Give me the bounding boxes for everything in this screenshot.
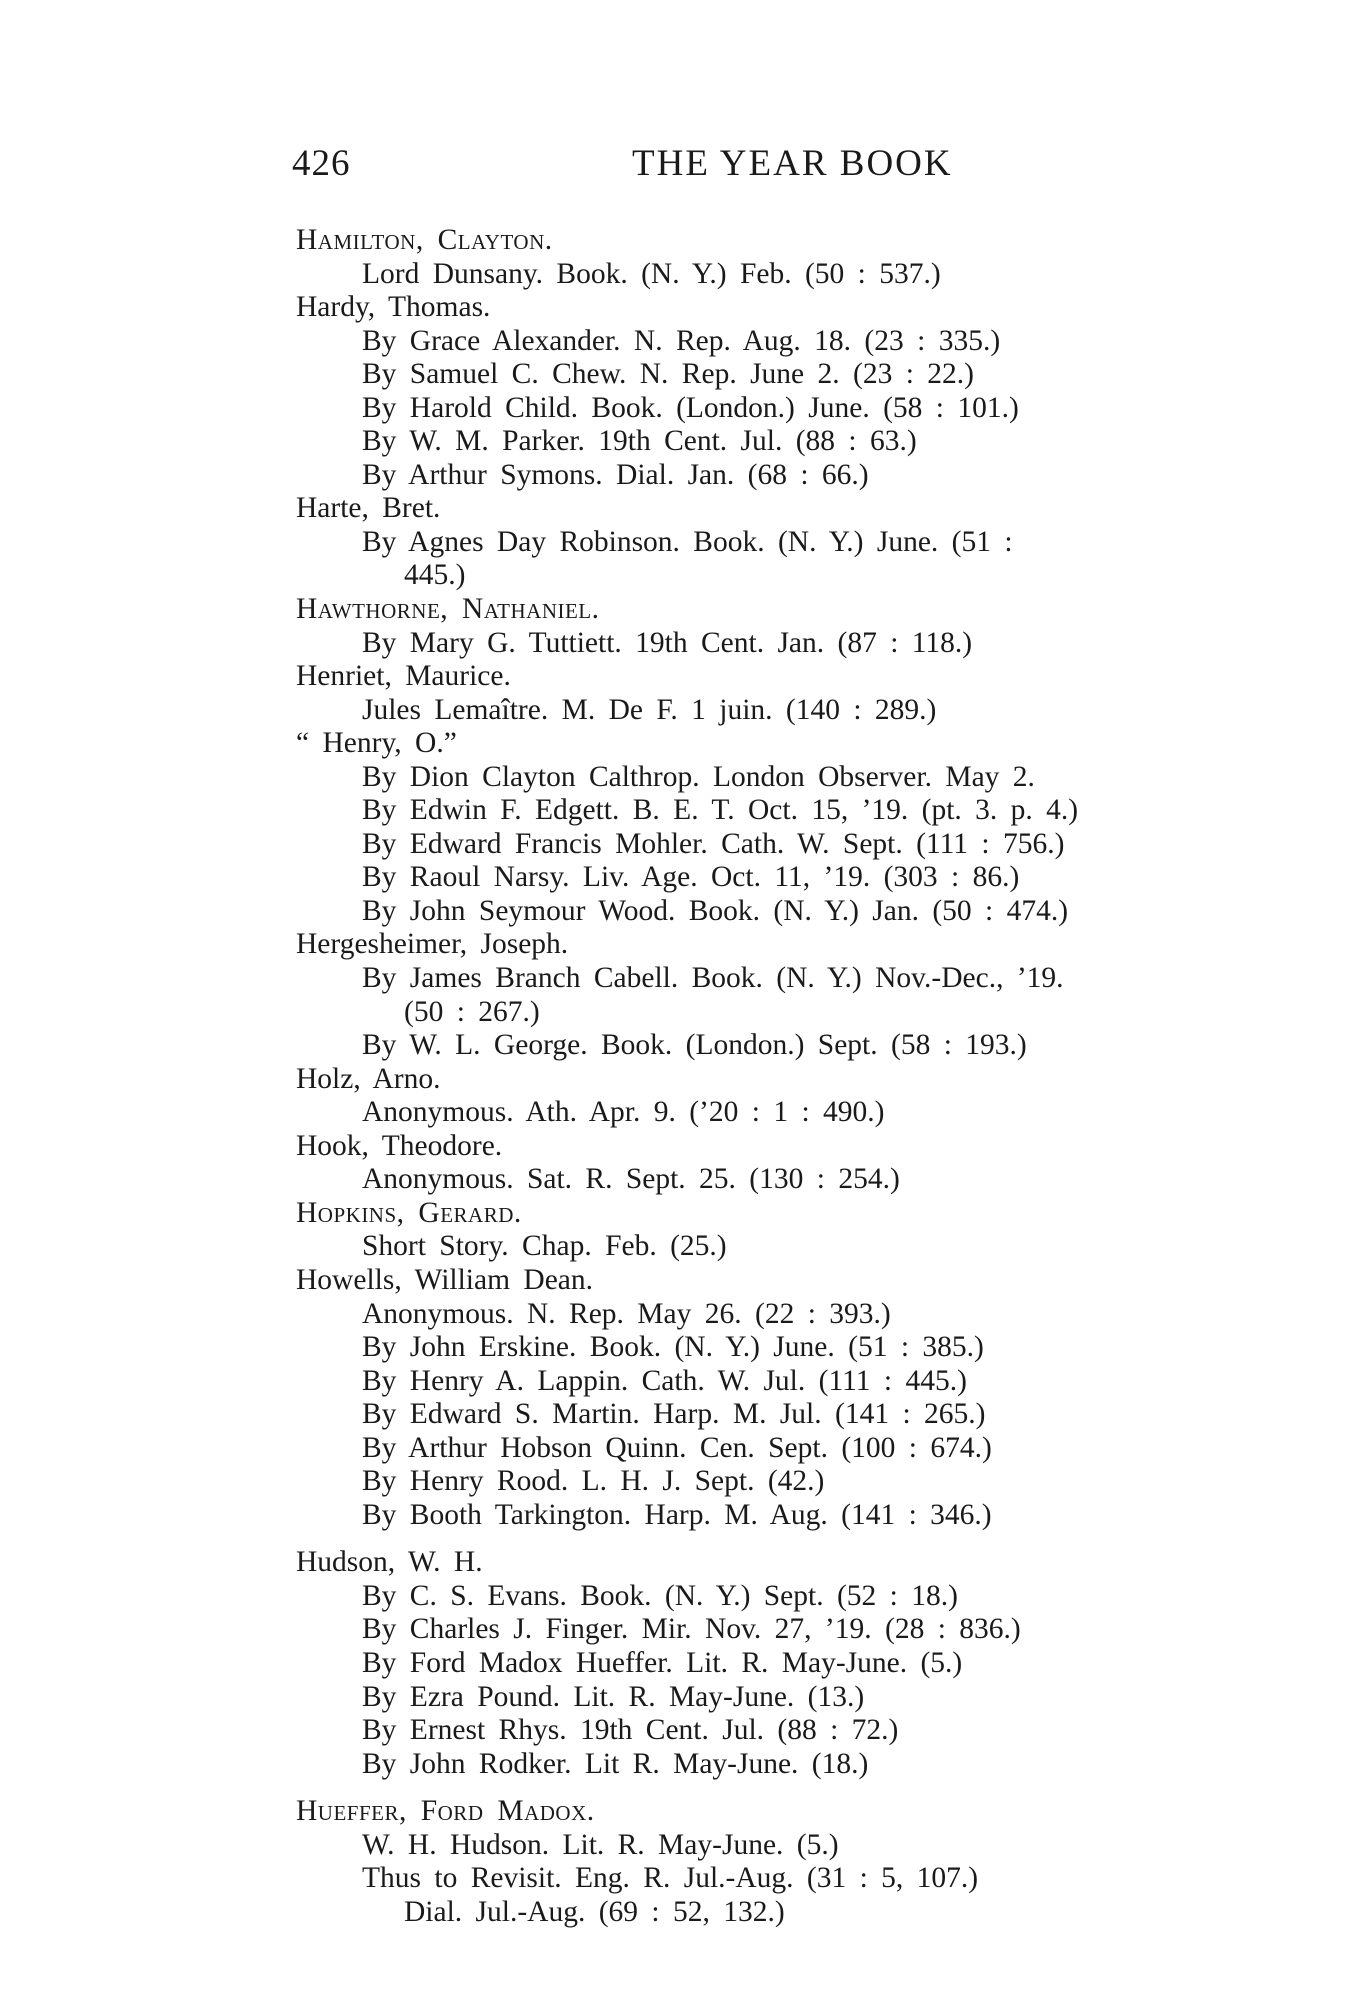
- page-header: [292, 142, 1092, 192]
- entry-subject: Howells, William Dean.: [296, 1263, 594, 1296]
- entry-subject: Hueffer, Ford Madox.: [296, 1795, 595, 1828]
- entry-reference: By Edward Francis Mohler. Cath. W. Sept. (111 : 756.): [362, 827, 1065, 860]
- entry-subject: Holz, Arno.: [296, 1062, 441, 1095]
- entry-reference: Short Story. Chap. Feb. (25.): [362, 1230, 727, 1263]
- entry-subject: Hudson, W. H.: [296, 1546, 483, 1579]
- entry-hergesheimer-joseph: [296, 928, 1346, 1062]
- entry-reference: By John Rodker. Lit R. May-June. (18.): [362, 1747, 869, 1780]
- entry-subject: Hergesheimer, Joseph.: [296, 928, 569, 961]
- entry-subject: Hawthorne, Nathaniel.: [296, 593, 600, 626]
- entry-reference: By Ezra Pound. Lit. R. May-June. (13.): [362, 1680, 865, 1713]
- entry-hueffer-ford-madox: [296, 1795, 1346, 1929]
- entry-subject: Hook, Theodore.: [296, 1129, 503, 1162]
- entry-reference: By Samuel C. Chew. N. Rep. June 2. (23 : 22.): [362, 358, 974, 391]
- entry-reference: By Arthur Symons. Dial. Jan. (68 : 66.): [362, 458, 869, 491]
- entry-reference: By Edward S. Martin. Harp. M. Jul. (141 : 265.): [362, 1398, 986, 1431]
- entry-reference: W. H. Hudson. Lit. R. May-June. (5.): [362, 1828, 839, 1861]
- entry-reference: By Dion Clayton Calthrop. London Observer. May 2.: [362, 760, 1035, 793]
- entry-subject: Harte, Bret.: [296, 492, 441, 525]
- entry-reference: Anonymous. Sat. R. Sept. 25. (130 : 254.): [362, 1163, 900, 1196]
- entry-reference: By C. S. Evans. Book. (N. Y.) Sept. (52 : 18.): [362, 1579, 958, 1612]
- entry-reference: By Ernest Rhys. 19th Cent. Jul. (88 : 72.): [362, 1714, 899, 1747]
- entry-reference: By Grace Alexander. N. Rep. Aug. 18. (23 : 335.): [362, 324, 1001, 357]
- entry-henriet-maurice: [296, 660, 1346, 727]
- entry-reference: By Henry Rood. L. H. J. Sept. (42.): [362, 1465, 825, 1498]
- entry-reference: Lord Dunsany. Book. (N. Y.) Feb. (50 : 537.): [362, 257, 941, 290]
- entry-reference-continuation: (50 : 267.): [404, 995, 540, 1028]
- entry-reference: By Booth Tarkington. Harp. M. Aug. (141 : 346.): [362, 1498, 992, 1531]
- entry-reference-continuation: 445.): [404, 559, 466, 592]
- page-number: 426: [292, 143, 351, 184]
- entry-reference: Anonymous. Ath. Apr. 9. (’20 : 1 : 490.): [362, 1096, 885, 1129]
- entry-hardy-thomas: [296, 291, 1346, 492]
- entry-reference: Anonymous. N. Rep. May 26. (22 : 393.): [362, 1297, 891, 1330]
- entry-reference: By Henry A. Lappin. Cath. W. Jul. (111 : 445.): [362, 1364, 967, 1397]
- entry-reference: Thus to Revisit. Eng. R. Jul.-Aug. (31 : 5, 107.): [362, 1862, 979, 1895]
- entry-hudson-w-h: [296, 1546, 1346, 1781]
- entry-subject: “ Henry, O.”: [296, 727, 457, 760]
- entry-reference: By Charles J. Finger. Mir. Nov. 27, ’19. (28 : 836.): [362, 1613, 1021, 1646]
- entry-reference: By Raoul Narsy. Liv. Age. Oct. 11, ’19. (303 : 86.): [362, 861, 1020, 894]
- entry-reference: By W. M. Parker. 19th Cent. Jul. (88 : 63.): [362, 425, 917, 458]
- entry-reference-continuation: Dial. Jul.-Aug. (69 : 52, 132.): [404, 1895, 785, 1928]
- running-head: THE YEAR BOOK: [632, 143, 953, 184]
- entry-reference: By Agnes Day Robinson. Book. (N. Y.) June. (51 :: [362, 525, 1013, 558]
- entry-harte-bret: [296, 492, 1346, 593]
- entry-hook-theodore: [296, 1130, 1346, 1197]
- entry-reference: By Arthur Hobson Quinn. Cen. Sept. (100 : 674.): [362, 1431, 992, 1464]
- entry-subject: Hopkins, Gerard.: [296, 1196, 522, 1229]
- entry-reference: By Ford Madox Hueffer. Lit. R. May-June. (5.): [362, 1646, 963, 1679]
- entry-reference: By Harold Child. Book. (London.) June. (58 : 101.): [362, 391, 1019, 424]
- entry-subject: Hardy, Thomas.: [296, 291, 491, 324]
- entry-reference: By Mary G. Tuttiett. 19th Cent. Jan. (87 : 118.): [362, 626, 973, 659]
- entry-henry-o: [296, 727, 1346, 928]
- entry-holz-arno: [296, 1063, 1346, 1130]
- entry-hopkins-gerard: [296, 1197, 1346, 1264]
- entry-reference: By W. L. George. Book. (London.) Sept. (58 : 193.): [362, 1029, 1027, 1062]
- entry-reference: By John Erskine. Book. (N. Y.) June. (51 : 385.): [362, 1331, 984, 1364]
- entry-reference: By John Seymour Wood. Book. (N. Y.) Jan. (50 : 474.): [362, 894, 1069, 927]
- entry-subject: Hamilton, Clayton.: [296, 224, 553, 256]
- entry-hamilton-clayton: [296, 224, 1346, 291]
- entry-reference: Jules Lemaître. M. De F. 1 juin. (140 : 289.): [362, 693, 937, 726]
- entry-hawthorne-nathaniel: [296, 593, 1346, 660]
- entry-howells-william-dean: [296, 1264, 1346, 1532]
- entry-subject: Henriet, Maurice.: [296, 660, 511, 693]
- bibliography-list: [296, 224, 1346, 1929]
- entry-reference: By Edwin F. Edgett. B. E. T. Oct. 15, ’19. (pt. 3. p. 4.): [362, 794, 1079, 827]
- entry-reference: By James Branch Cabell. Book. (N. Y.) Nov.-Dec., ’19.: [362, 962, 1064, 995]
